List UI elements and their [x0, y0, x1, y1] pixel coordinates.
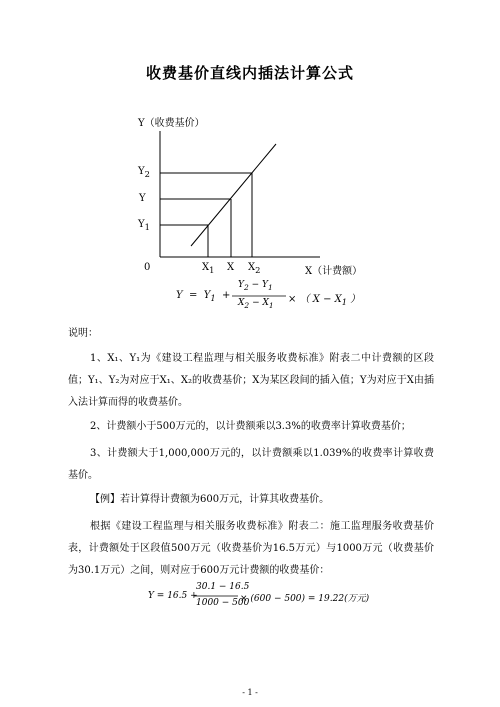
- origin-label: 0: [144, 262, 151, 273]
- example-explanation: 根据《建设工程监理与相关服务收费标准》附表二：施工监理服务收费基价表，计费额处于区段值500万元（收费基价为16.5万元）与1000万元（收费基价为30.1万元）之间，则对应于600万元计费额的收费基价：: [68, 521, 434, 576]
- example-formula-denominator: 1000 − 500: [196, 598, 250, 608]
- explain-heading: 说明：: [68, 328, 98, 339]
- y-axis-label: Y（收费基价）: [138, 118, 205, 129]
- tick-x: X: [227, 262, 235, 273]
- tick-y1: $Y_1$: [138, 219, 150, 232]
- formula-lhs: $Y = Y_1$ +: [176, 290, 231, 303]
- tick-y2: $Y_2$: [138, 166, 150, 179]
- tick-x1: $X_1$: [202, 262, 215, 275]
- example-formula-rhs: × (600 − 500) = 19.22(万元): [240, 594, 370, 604]
- tick-x2: $X_2$: [248, 262, 261, 275]
- formula-numerator: $Y_2 - Y_1$: [238, 280, 273, 292]
- formula-denominator: $X_2 - X_1$: [238, 298, 274, 310]
- example-formula-numerator: 30.1 − 16.5: [196, 582, 250, 592]
- formula-rhs: × （ $X - X_1$ ）: [288, 294, 361, 307]
- example-formula-lhs: Y = 16.5 +: [148, 591, 198, 601]
- explain-item-3: 3、计费额大于1,000,000万元的，以计费额乘以1.039%的收费率计算收费基价。: [68, 448, 434, 481]
- page-title: 收费基价直线内插法计算公式: [145, 64, 354, 82]
- tick-y: Y: [139, 193, 146, 204]
- explain-item-2: 2、计费额小于500万元的，以计费额乘以3.3%的收费率计算收费基价；: [90, 421, 411, 432]
- x-axis-label: X（计费额）: [305, 266, 363, 277]
- explain-item-1: 1、X₁、Y₁为《建设工程监理与相关服务收费标准》附表二中计费额的区段值；Y₁、Y₂为对应于X₁、X₂的收费基价；X为某区段间的插入值；Y为对应于X由插入法计算而得的收费基价。: [68, 353, 434, 408]
- page-number: - 1 -: [242, 688, 258, 697]
- example-prompt: 【例】若计算得计费额为600万元，计算其收费基价。: [90, 494, 330, 505]
